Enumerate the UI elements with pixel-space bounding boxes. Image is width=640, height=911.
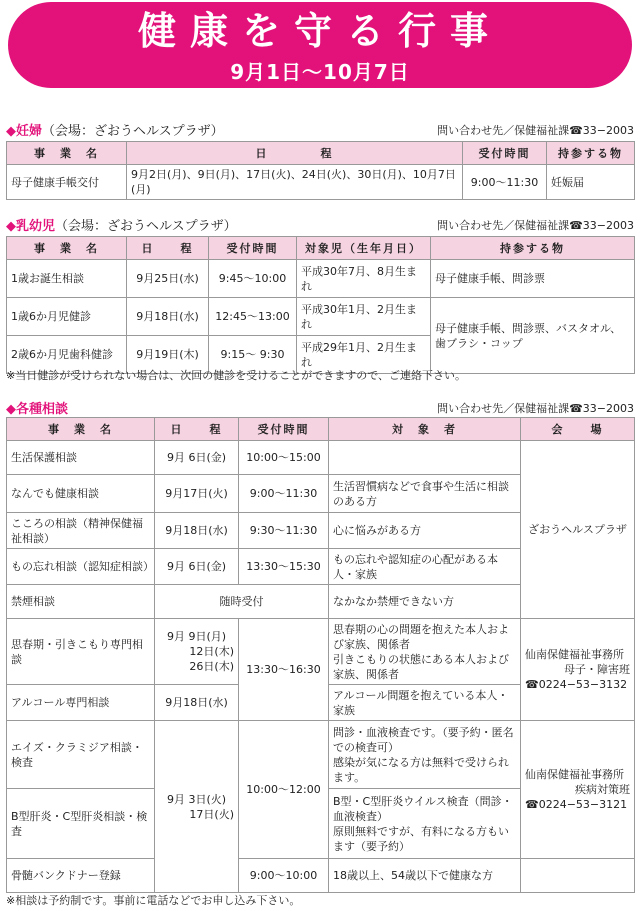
cell: 1歳6か月児健診 (7, 298, 127, 336)
cell: 13:30〜16:30 (239, 619, 329, 721)
infant-venue: （会場：ざおうヘルスプラザ） (55, 219, 237, 234)
date-line: 17日(火) (189, 807, 234, 821)
preg-contact: 問い合わせ先／保健福祉課☎33−2003 (437, 124, 634, 137)
cell (329, 789, 521, 859)
col-header: 事 業 名 (7, 237, 127, 260)
page-dates: 9月1日〜10月7日 (230, 60, 410, 84)
col-header: 受付時間 (463, 142, 547, 165)
preg-header (6, 120, 634, 140)
cell: B型肝炎・C型肝炎相談・検査 (7, 789, 155, 859)
col-header: 対 象 者 (329, 418, 521, 441)
col-header: 日 程 (155, 418, 239, 441)
cell: 9月19日(木) (127, 336, 209, 374)
col-header: 受付時間 (239, 418, 329, 441)
title-banner (8, 2, 632, 88)
cell: 骨髄バンクドナー登録 (7, 859, 155, 893)
cell: 9月25日(水) (127, 260, 209, 298)
table-row (7, 441, 635, 475)
cell: 9:45〜10:00 (209, 260, 297, 298)
cell: もの忘れや認知症の心配がある本人・家族 (329, 549, 521, 585)
cell: 平成30年1月、2月生まれ (297, 298, 431, 336)
col-header: 事 業 名 (7, 418, 155, 441)
cell: 生活保護相談 (7, 441, 155, 475)
consult-table (6, 417, 635, 893)
cell: 2歳6か月児歯科健診 (7, 336, 127, 374)
preg-title: ◆妊婦 (6, 124, 42, 139)
col-header: 持参する物 (431, 237, 635, 260)
cell: 心に悩みがある方 (329, 513, 521, 549)
cell: 13:30〜15:30 (239, 549, 329, 585)
table-row (7, 298, 635, 336)
consult-contact: 問い合わせ先／保健福祉課☎33−2003 (437, 402, 634, 415)
venue-cell: ざおうヘルスプラザ (521, 441, 635, 619)
cell: 9月18日(水) (155, 513, 239, 549)
cell: 思春期・引きこもり専門相談 (7, 619, 155, 685)
consult-note: ※相談は予約制です。事前に電話などでお申し込み下さい。 (6, 894, 301, 907)
cell: 9:00〜10:00 (239, 859, 329, 893)
venue-line: 疾病対策班 (575, 783, 630, 796)
infant-title: ◆乳幼児 (6, 219, 55, 234)
venue-cell (521, 619, 635, 721)
cell: 妊娠届 (547, 165, 635, 200)
preg-table (6, 141, 635, 200)
consult-title: ◆各種相談 (6, 402, 68, 417)
preg-venue: （会場：ざおうヘルスプラザ） (42, 124, 224, 139)
page-title: 健康を守る行事 (137, 9, 502, 53)
date-line: 9月 3日(火) (166, 792, 227, 806)
cell: 9月 6日(金) (155, 441, 239, 475)
cell: 平成30年7月、8月生まれ (297, 260, 431, 298)
target-line: 引きこもりの状態にある本人および家族、関係者 (333, 652, 509, 681)
col-header: 日 程 (127, 237, 209, 260)
cell (155, 721, 239, 893)
table-row (7, 619, 635, 685)
cell: なかなか禁煙できない方 (329, 585, 521, 619)
target-line: 問診・血液検査です。（要予約・匿名での検査可） (333, 725, 514, 754)
cell: 9月 6日(金) (155, 549, 239, 585)
cell: もの忘れ相談（認知症相談） (7, 549, 155, 585)
consult-header (6, 398, 634, 418)
infant-table (6, 236, 635, 374)
cell: こころの相談（精神保健福祉相談） (7, 513, 155, 549)
venue-line: 母子・障害班 (564, 663, 630, 676)
cell: 12:45〜13:00 (209, 298, 297, 336)
cell: 平成29年1月、2月生まれ (297, 336, 431, 374)
col-header: 事 業 名 (7, 142, 127, 165)
cell: 10:00〜15:00 (239, 441, 329, 475)
date-line: 12日(木) (189, 645, 234, 658)
cell (521, 859, 635, 893)
cell: 1歳お誕生相談 (7, 260, 127, 298)
cell (329, 441, 521, 475)
cell: アルコール問題を抱えている本人・家族 (329, 685, 521, 721)
table-row (7, 721, 635, 789)
infant-contact: 問い合わせ先／保健福祉課☎33−2003 (437, 219, 634, 232)
cell: 母子健康手帳、問診票 (431, 260, 635, 298)
cell (329, 721, 521, 789)
cell: なんでも健康相談 (7, 475, 155, 513)
date-line: 9月 9日(月) (166, 630, 227, 643)
target-line: 感染が気になる方は無料で受けられます。 (333, 755, 509, 784)
target-line: B型・C型肝炎ウイルス検査（問診・血液検査） (333, 794, 513, 823)
cell: 9月18日(水) (155, 685, 239, 721)
cell: 9月2日(月)、9日(月)、17日(火)、24日(火)、30日(月)、10月7日(月) (127, 165, 463, 200)
cell: 10:00〜12:00 (239, 721, 329, 859)
col-header: 対象児（生年月日） (297, 237, 431, 260)
table-row (7, 859, 635, 893)
cell: 生活習慣病などで食事や生活に相談のある方 (329, 475, 521, 513)
venue-line: 仙南保健福祉事務所 (525, 768, 624, 781)
cell: 9:00〜11:30 (463, 165, 547, 200)
infant-header (6, 215, 634, 235)
cell: 随時受付 (155, 585, 329, 619)
target-line: 原則無料ですが、有料になる方もいます（要予約） (333, 824, 509, 853)
cell: 18歳以上、54歳以下で健康な方 (329, 859, 521, 893)
col-header: 持参する物 (547, 142, 635, 165)
cell (329, 619, 521, 685)
cell: アルコール専門相談 (7, 685, 155, 721)
cell: 禁煙相談 (7, 585, 155, 619)
target-line: 思春期の心の問題を抱えた本人および家族、関係者 (333, 622, 509, 651)
table-row (7, 165, 635, 200)
cell: 母子健康手帳、問診票、バスタオル、歯ブラシ・コップ (431, 298, 635, 374)
cell (155, 619, 239, 685)
venue-line: 仙南保健福祉事務所 (525, 648, 624, 661)
cell: 9:00〜11:30 (239, 475, 329, 513)
cell: 9:15〜 9:30 (209, 336, 297, 374)
infant-note: ※当日健診が受けられない場合は、次回の健診を受けることができますので、ご連絡下さい。 (6, 369, 466, 382)
cell: エイズ・クラミジア相談・検査 (7, 721, 155, 789)
venue-cell (521, 721, 635, 859)
col-header: 会 場 (521, 418, 635, 441)
cell: 9:30〜11:30 (239, 513, 329, 549)
venue-line: ☎0224−53−3121 (525, 798, 628, 811)
date-line: 26日(木) (189, 660, 234, 673)
table-row (7, 260, 635, 298)
venue-line: ☎0224−53−3132 (525, 678, 628, 691)
cell: 母子健康手帳交付 (7, 165, 127, 200)
col-header: 受付時間 (209, 237, 297, 260)
cell: 9月17日(火) (155, 475, 239, 513)
cell: 9月18日(水) (127, 298, 209, 336)
col-header: 日 程 (127, 142, 463, 165)
